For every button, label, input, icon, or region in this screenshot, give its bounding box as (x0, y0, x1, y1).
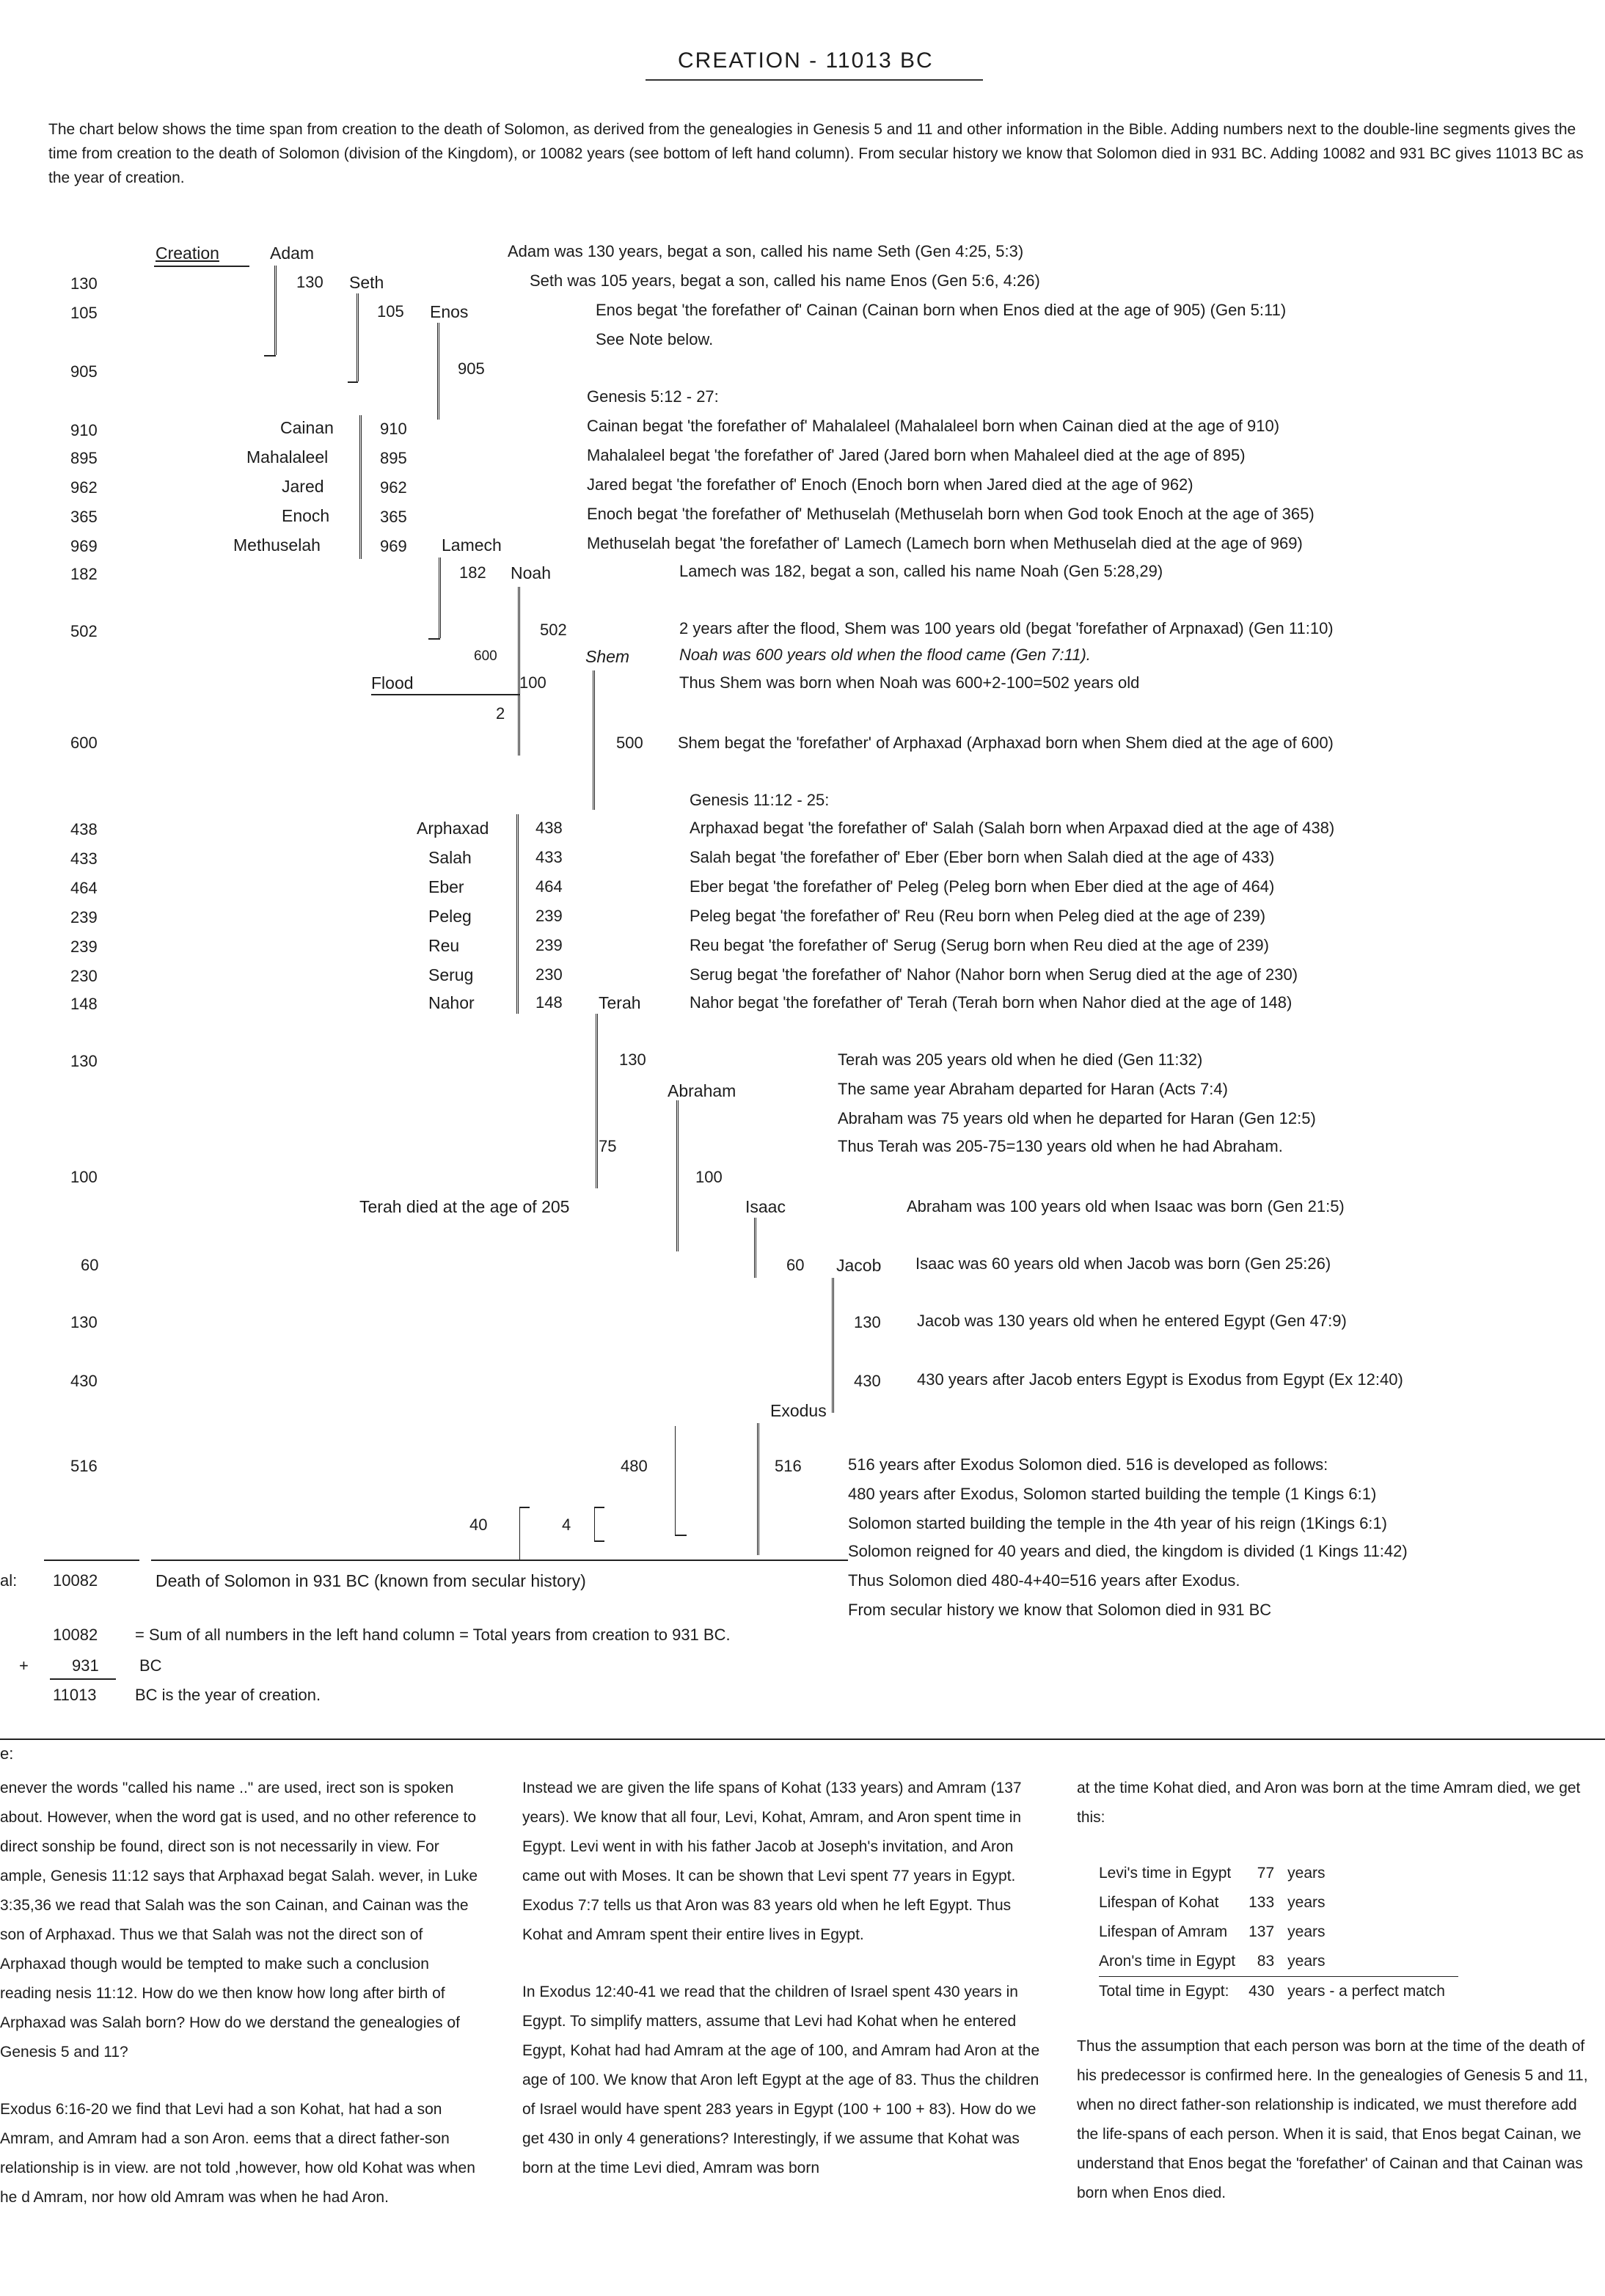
table-row (1099, 1917, 1458, 1947)
table-cell: 133 (1248, 1894, 1275, 1911)
desc-isaac: Isaac was 60 years old when Jacob was born (Gen 25:26) (915, 1254, 1331, 1273)
table-cell: years - a perfect match (1287, 1983, 1445, 2000)
desc-terah1: Terah was 205 years old when he died (Gen 11:32) (838, 1050, 1203, 1069)
segment-number: 905 (458, 359, 485, 378)
table-cell: 77 (1257, 1865, 1275, 1882)
jacob-bar (832, 1278, 834, 1413)
flood-label: Flood (371, 673, 414, 692)
desc-eber: Eber begat 'the forefather of' Peleg (Peleg born when Eber died at the age of 464) (690, 877, 1275, 896)
sum-text: = Sum of all numbers in the left hand column = Total years from creation to 931 BC. (135, 1626, 731, 1644)
table-cell: 430 (1248, 1983, 1275, 2000)
left-number: 100 (70, 1168, 98, 1186)
year4-bracket (594, 1507, 595, 1542)
left-number: 502 (70, 622, 98, 640)
isaac-bar (754, 1218, 756, 1278)
adam-bar (274, 266, 277, 355)
isaac-label: Isaac (745, 1197, 786, 1216)
adam-label: Adam (270, 244, 315, 263)
segment-number: 100 (695, 1168, 723, 1186)
desc-terah2: The same year Abraham departed for Haran (Acts 7:4) (838, 1080, 1228, 1098)
desc-gen5-header: Genesis 5:12 - 27: (587, 387, 719, 406)
gen11-name: Peleg (428, 907, 472, 926)
page-title: CREATION - 11013 BC (678, 48, 934, 73)
note-paragraph: Thus the assumption that each person was born at the time of the death of his predecessor is confirmed here. In the genealogies of Genesis 5 and 11, when no direct father-son relationship is indicated, we must therefore add the life-spans of each person. When it is said, that Enos begat Cainan, we understand that Enos begat the 'forefather' of Cainan and that Cainan was born when Enos died. (1077, 2038, 1588, 2201)
segment-number: 480 (621, 1457, 648, 1475)
desc-terah3: Abraham was 75 years old when he departed for Haran (Gen 12:5) (838, 1109, 1316, 1127)
desc-reu: Reu begat 'the forefather of' Serug (Serug born when Reu died at the age of 239) (690, 936, 1269, 954)
segment-number: 60 (786, 1256, 805, 1274)
terah-label: Terah (599, 993, 641, 1012)
reign-bracket (519, 1507, 520, 1560)
lamech-bar (439, 557, 441, 638)
left-number: 230 (70, 967, 98, 985)
terah-bar (596, 1014, 598, 1188)
note-paragraph: In Exodus 12:40-41 we read that the children of Israel spent 430 years in Egypt. To simplify matters, assume that Levi had Kohat when he entered Egypt, Kohat had had Amram at the age of 100, and Amram had Aron at the age of 100. We know that Aron left Egypt at the age of 83. Thus the children of Israel would have spent 283 years in Egypt (100 + 100 + 83). How do we get 430 in only 4 generations? Interestingly, if we assume that Kohat was born at the time Levi died, Amram was born (522, 1984, 1040, 2176)
left-number: 895 (70, 449, 98, 467)
desc-enos: Enos begat 'the forefather of' Cainan (Cainan born when Enos died at the age of 905) (Gen 5:11) (596, 301, 1287, 319)
gen11-name: Salah (428, 848, 472, 867)
desc-peleg: Peleg begat 'the forefather of' Reu (Reu born when Peleg died at the age of 239) (690, 907, 1266, 925)
solomon-line (151, 1560, 848, 1561)
desc-sol4: Solomon reigned for 40 years and died, the kingdom is divided (1 Kings 11:42) (848, 1542, 1408, 1560)
table-row (1099, 1977, 1458, 2006)
gen5-name: Mahalaleel (246, 447, 329, 467)
note-paragraph: Instead we are given the life spans of Kohat (133 years) and Amram (137 years). We know that all four, Levi, Kohat, Amram, and Aron spent time in Egypt. Levi went in with his father Jacob at Joseph's invitation, and Aron came out with Moses. It can be shown that Levi spent 77 years in Egypt. Exodus 7:7 tells us that Aron was 83 years old when he left Egypt. Thus Kohat and Amram spent their entire lives in Egypt. (522, 1780, 1022, 1943)
flood-line (371, 694, 519, 695)
notes-column-3-bottom (1077, 2032, 1590, 2236)
gen11-name: Eber (428, 877, 464, 896)
gen5-name: Cainan (280, 418, 334, 437)
creation-label: Creation (156, 244, 219, 263)
segment-number: 182 (459, 563, 486, 582)
abraham-label: Abraham (668, 1081, 736, 1100)
noah-bar (518, 587, 520, 756)
bc-value: 931 (72, 1656, 99, 1675)
desc-jared: Jared begat 'the forefather of' Enoch (Enoch born when Jared died at the age of 962) (587, 475, 1193, 494)
segment-number: 130 (619, 1050, 646, 1069)
gen11-number: 239 (535, 936, 563, 954)
left-number: 182 (70, 565, 98, 583)
desc-terah4: Thus Terah was 205-75=130 years old when he had Abraham. (838, 1137, 1283, 1155)
gen5-number: 910 (380, 420, 407, 438)
gen11-number: 438 (535, 819, 563, 837)
sum-value: 10082 (53, 1626, 98, 1644)
table-row (1099, 1947, 1458, 1977)
gen11-name: Reu (428, 936, 460, 955)
shem-bar (593, 670, 595, 810)
segment-number: 40 (469, 1516, 488, 1534)
desc-shem1: 2 years after the flood, Shem was 100 years old (begat 'forefather of Arpnaxad) (Gen 11:10) (679, 619, 1334, 637)
bracket-tick (594, 1507, 604, 1508)
temple-bracket (675, 1426, 676, 1536)
left-number: 516 (70, 1457, 98, 1475)
total-value: 10082 (53, 1571, 98, 1590)
desc-sol3: Solomon started building the temple in the 4th year of his reign (1Kings 6:1) (848, 1514, 1387, 1532)
gen5-name: Enoch (282, 506, 330, 525)
desc-abraham: Abraham was 100 years old when Isaac was born (Gen 21:5) (907, 1197, 1345, 1215)
gen11-number: 464 (535, 877, 563, 896)
table-cell: years (1287, 1865, 1326, 1882)
note-label: e: (0, 1744, 14, 1763)
notes-column-2 (522, 1774, 1043, 2211)
left-number: 464 (70, 879, 98, 897)
segment-number: 430 (854, 1372, 881, 1390)
left-number: 365 (70, 508, 98, 526)
terah-died-label: Terah died at the age of 205 (359, 1197, 570, 1216)
notes-divider (0, 1739, 1605, 1740)
gen11-number: 239 (535, 907, 563, 925)
gen11-name: Arphaxad (417, 819, 489, 838)
gen5-number: 969 (380, 537, 407, 555)
desc-cainan: Cainan begat 'the forefather of' Mahalaleel (Mahalaleel born when Cainan died at the age of 910) (587, 417, 1280, 435)
desc-seth: Seth was 105 years, begat a son, called his name Enos (Gen 5:6, 4:26) (530, 271, 1040, 290)
segment-number: 516 (775, 1457, 802, 1475)
desc-salah: Salah begat 'the forefather of' Eber (Eber born when Salah died at the age of 433) (690, 848, 1275, 866)
bracket-tick (594, 1540, 604, 1542)
table-cell: Levi's time in Egypt (1099, 1865, 1232, 1882)
desc-sol5: Thus Solomon died 480-4+40=516 years after Exodus. (848, 1571, 1240, 1590)
bracket-tick (519, 1507, 530, 1508)
noah-label: Noah (511, 563, 551, 582)
table-cell: Lifespan of Amram (1099, 1923, 1228, 1940)
desc-sol6: From secular history we know that Solomon died in 931 BC (848, 1601, 1272, 1619)
desc-methuselah: Methuselah begat 'the forefather of' Lamech (Lamech born when Methuselah died at the age of 969) (587, 534, 1303, 552)
left-number: 910 (70, 421, 98, 439)
bracket-tick (428, 638, 440, 640)
segment-number: 130 (854, 1313, 881, 1331)
segment-number: 105 (377, 302, 404, 321)
left-number: 148 (70, 995, 98, 1013)
bc-label: BC (139, 1656, 162, 1675)
table-row (1099, 1888, 1458, 1917)
segment-number: 100 (519, 673, 546, 692)
creation-line (154, 266, 249, 267)
left-number: 105 (70, 304, 98, 322)
bracket-tick (348, 381, 358, 383)
segment-number: 4 (562, 1516, 571, 1534)
gen11-number: 148 (535, 993, 563, 1012)
sum-underline (50, 1678, 116, 1680)
table-cell: years (1287, 1923, 1326, 1940)
plus-sign: + (19, 1656, 29, 1675)
gen5-number: 365 (380, 508, 407, 526)
gen11-bar (516, 814, 519, 1014)
left-number: 433 (70, 849, 98, 868)
left-number: 130 (70, 1052, 98, 1070)
title-underline (646, 79, 983, 81)
desc-mahalaleel: Mahalaleel begat 'the forefather of' Jared (Jared born when Mahaleel died at the age of 895) (587, 446, 1246, 464)
segment-number: 2 (496, 704, 505, 723)
gen11-name: Nahor (428, 993, 475, 1012)
desc-adam: Adam was 130 years, begat a son, called his name Seth (Gen 4:25, 5:3) (508, 242, 1024, 260)
segment-number: 500 (616, 734, 643, 752)
shem-label: Shem (585, 647, 630, 666)
table-cell: 137 (1248, 1923, 1275, 1940)
note-paragraph: Exodus 6:16-20 we find that Levi had a son Kohat, hat had a son Amram, and Amram had a son Aron. eems that a direct father-son relationship is in view. are not told ,however, how old Kohat was when he d Amram, nor how old Amram was when he had Aron. (0, 2101, 475, 2206)
exodus-bar (757, 1423, 759, 1555)
gen11-name: Serug (428, 965, 474, 984)
table-row (1099, 1859, 1458, 1888)
seth-bar (357, 293, 359, 381)
bracket-tick (675, 1535, 687, 1536)
table-cell: years (1287, 1894, 1326, 1911)
enos-bar (437, 323, 439, 420)
desc-noah600: Noah was 600 years old when the flood came (Gen 7:11). (679, 646, 1091, 664)
gen5-number: 962 (380, 478, 407, 497)
table-cell: years (1287, 1947, 1458, 1977)
gen11-number: 230 (535, 965, 563, 984)
segment-number: 600 (474, 648, 497, 664)
segment-number: 130 (296, 273, 323, 291)
seth-label: Seth (349, 273, 384, 292)
desc-enoch: Enoch begat 'the forefather of' Methuselah (Methuselah born when God took Enoch at the age of 365) (587, 505, 1315, 523)
left-number: 969 (70, 537, 98, 555)
intro-paragraph: The chart below shows the time span from creation to the death of Solomon, as derived from the genealogies in Genesis 5 and 11 and other information in the Bible. Adding numbers next to the double-line segments gives the time from creation to the death of Solomon (division of the Kingdom), or 10082 years (see bottom of left hand column). From secular history we know that Solomon died in 931 BC. Adding 10082 and 931 BC gives 11013 BC as the year of creation. (48, 121, 1584, 186)
egypt-time-table (1099, 1859, 1458, 2006)
left-number: 130 (70, 1313, 98, 1331)
note-paragraph: at the time Kohat died, and Aron was born at the time Amram died, we get this: (1077, 1780, 1581, 1826)
abraham-bar (676, 1100, 679, 1251)
table-cell: Total time in Egypt: (1099, 1983, 1229, 2000)
gen11-number: 433 (535, 848, 563, 866)
creation-year-text: BC is the year of creation. (135, 1686, 321, 1704)
total-label: al: (0, 1571, 18, 1590)
enos-label: Enos (430, 302, 469, 321)
desc-gen11-header: Genesis 11:12 - 25: (690, 791, 830, 809)
table-cell: 83 (1248, 1947, 1287, 1977)
desc-shem-born: Thus Shem was born when Noah was 600+2-100=502 years old (679, 673, 1140, 692)
desc-jacob: Jacob was 130 years old when he entered Egypt (Gen 47:9) (917, 1312, 1347, 1330)
total-line (44, 1560, 139, 1561)
bracket-tick (264, 355, 276, 357)
desc-arphaxad: Arphaxad begat 'the forefather of' Salah (Salah born when Arpaxad died at the age of 438) (690, 819, 1335, 837)
lamech-label: Lamech (442, 535, 502, 555)
table-cell: Aron's time in Egypt (1099, 1947, 1248, 1977)
gen5-number: 895 (380, 449, 407, 467)
death-solomon-label: Death of Solomon in 931 BC (known from secular history) (156, 1571, 586, 1590)
desc-egypt430: 430 years after Jacob enters Egypt is Exodus from Egypt (Ex 12:40) (917, 1370, 1403, 1389)
desc-sol2: 480 years after Exodus, Solomon started building the temple (1 Kings 6:1) (848, 1485, 1377, 1503)
notes-column-1 (0, 1774, 484, 2240)
left-number: 239 (70, 908, 98, 926)
creation-year-value: 11013 (53, 1686, 97, 1704)
exodus-label: Exodus (770, 1401, 827, 1420)
gen5-name: Jared (282, 477, 324, 496)
left-number: 130 (70, 274, 98, 293)
left-number: 430 (70, 1372, 98, 1390)
left-number: 600 (70, 734, 98, 752)
segment-number: 75 (599, 1137, 617, 1155)
segment-number: 502 (540, 621, 567, 639)
desc-nahor: Nahor begat 'the forefather of' Terah (Terah born when Nahor died at the age of 148) (690, 993, 1293, 1012)
jacob-label: Jacob (836, 1256, 882, 1275)
gen5-bar (359, 415, 362, 559)
note-paragraph: enever the words "called his name .." are used, irect son is spoken about. However, when the word gat is used, and no other reference to direct sonship be found, direct son is not necessarily in view. For ample, Genesis 11:12 says that Arphaxad begat Salah. wever, in Luke 3:35,36 we read that Salah was the son Cainan, and Cainan was the son of Arphaxad. Thus we that Salah was not the direct son of Arphaxad though would be tempted to make such a conclusion reading nesis 11:12. How do we then know how long after birth of Arphaxad was Salah born? How do we derstand the genealogies of Genesis 5 and 11? (0, 1780, 478, 2061)
table-cell: Lifespan of Kohat (1099, 1894, 1219, 1911)
desc-see-note: See Note below. (596, 330, 714, 348)
left-number: 962 (70, 478, 98, 497)
notes-column-3 (1077, 1774, 1590, 1860)
desc-lamech: Lamech was 182, begat a son, called his name Noah (Gen 5:28,29) (679, 562, 1163, 580)
left-number: 905 (70, 362, 98, 381)
desc-sol1: 516 years after Exodus Solomon died. 516 is developed as follows: (848, 1455, 1328, 1474)
gen5-name: Methuselah (233, 535, 321, 555)
desc-shem500: Shem begat the 'forefather' of Arphaxad (Arphaxad born when Shem died at the age of 600) (678, 734, 1334, 752)
left-number: 239 (70, 937, 98, 956)
desc-serug: Serug begat 'the forefather of' Nahor (Nahor born when Serug died at the age of 230) (690, 965, 1298, 984)
left-number: 60 (81, 1256, 99, 1274)
left-number: 438 (70, 820, 98, 838)
